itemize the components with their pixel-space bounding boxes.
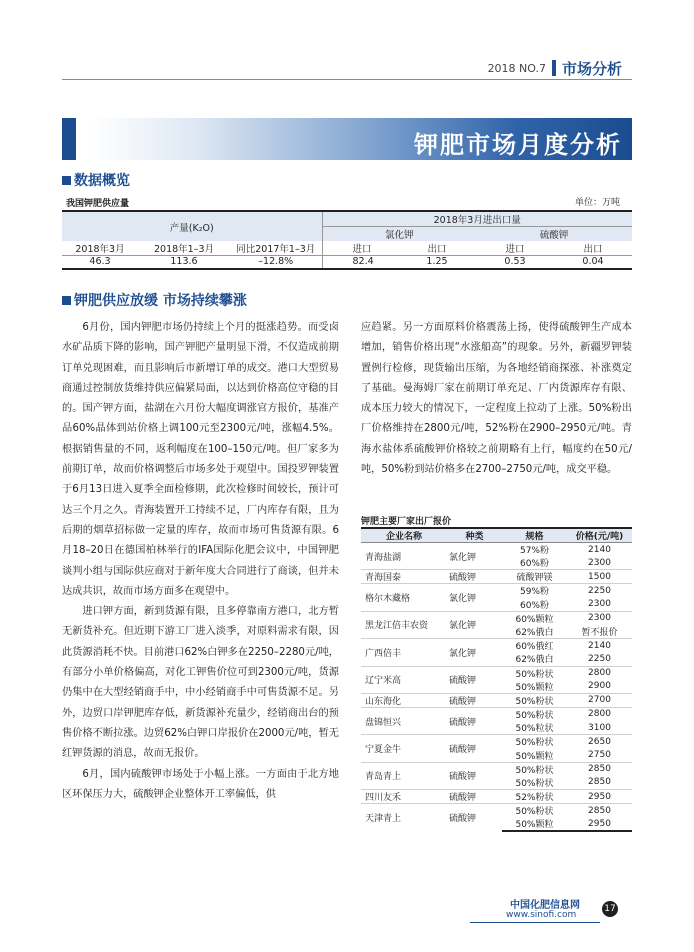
table-row — [361, 804, 632, 818]
price-cell: 2900 — [588, 681, 611, 692]
table-row — [361, 543, 632, 557]
column-header: 出口 — [554, 241, 632, 256]
price-cell: 2140 — [588, 544, 611, 555]
spec-cell: 50%粉状 — [502, 666, 567, 680]
spec-cell: 62%俄白 — [515, 655, 554, 666]
supply-table — [62, 210, 632, 270]
paragraph: 进口钾方面，新到货源有限，且多停靠南方港口，北方暂无新货补充。但近期下游工厂进入淡季，对原料需求有限，因此货源消耗不快。目前港口62%白钾多在2250–2280元/吨，有部分小单价格偏高，对化工钾售价位可到2300元/吨，货源仍集中在大型经销商手中，中小经销商手中可售货源不足。另外，边贸口岸钾肥库存低，新货源补充量少，经销商出台的预售价格不断拉涨。边贸62%白钾口岸报价在2000元/吨，暂无红钾货源的消息，故而无报价。 — [62, 606, 339, 760]
section-name: 市场分析 — [562, 60, 623, 78]
column-header: 同比2017年1–3月 — [230, 241, 322, 256]
type-cell: 氯化钾 — [447, 584, 502, 611]
price-table-body — [361, 543, 632, 832]
column-header: 2018年3月 — [62, 241, 138, 256]
supply-table-unit: 单位：万吨 — [574, 198, 620, 208]
spec-cell: 60%粉 — [519, 559, 549, 570]
spec-cell: 50%粉状 — [502, 762, 567, 776]
price-cell: 2800 — [567, 707, 632, 721]
overview-heading-text: 数据概览 — [74, 173, 130, 189]
issue-number: 2018 NO.7 — [487, 62, 546, 75]
type-cell: 氯化钾 — [447, 639, 502, 666]
price-cell: 2950 — [567, 790, 632, 804]
price-cell: 2250 — [588, 653, 611, 664]
article-heading-text: 钾肥供应放缓 市场持续攀涨 — [74, 293, 247, 309]
company-cell: 盘锦恒兴 — [361, 707, 447, 734]
company-cell: 黑龙江倍丰农资 — [361, 611, 447, 638]
company-cell: 辽宁米高 — [361, 666, 447, 693]
left-column — [62, 318, 339, 805]
price-cell: 3100 — [588, 722, 611, 733]
type-cell: 硫酸钾 — [447, 707, 502, 734]
paragraph: 应趋紧。另一方面原料价格震荡上扬，使得硫酸钾生产成本增加，销售价格出现“水涨船高”的现象。另外，新疆罗钾装置例行检修，现货输出压缩，为各地经销商探涨、补涨奠定了基础。曼海姆厂家在前期订单充足、厂内货源库存有限、成本压力较大的情况下，一定程度上拉动了上涨。50%粉出厂价格维持在2800元/吨，52%粉在2900–2950元/吨。青海水盐体系硫酸钾价格较之前期略有上行，幅度约在50元/吨，50%粉到站价格多在2700–2750元/吨，成交平稳。 — [361, 322, 632, 476]
price-cell: 暂不报价 — [581, 628, 618, 639]
price-cell: 2140 — [567, 639, 632, 653]
section-bar — [552, 60, 556, 76]
price-table — [361, 527, 632, 832]
table-row — [62, 211, 632, 227]
company-cell: 青海盐湖 — [365, 552, 402, 563]
price-cell: 2950 — [567, 817, 632, 831]
sop-header: 硫酸钾 — [476, 227, 632, 242]
company-cell: 四川友禾 — [361, 790, 447, 804]
table-row — [361, 611, 632, 625]
type-cell: 硫酸钾 — [447, 735, 502, 762]
spec-cell: 50%粉状 — [502, 735, 567, 749]
table-cell: –12.8% — [230, 256, 322, 269]
table-row — [361, 762, 632, 776]
table-cell: 46.3 — [62, 256, 138, 269]
table-row — [361, 693, 632, 707]
table-row — [62, 256, 632, 269]
spec-cell: 60%粉 — [519, 600, 549, 611]
price-cell: 2850 — [567, 804, 632, 818]
kcl-header: 氯化钾 — [322, 227, 476, 242]
price-cell: 2650 — [567, 735, 632, 749]
company-cell: 山东海化 — [361, 693, 447, 707]
header-rule — [62, 79, 632, 80]
spec-cell: 50%颗粒 — [515, 682, 554, 693]
column-header: 企业名称 — [361, 528, 447, 543]
table-cell: 82.4 — [322, 256, 398, 269]
right-column — [361, 318, 632, 480]
type-cell: 硫酸钾 — [447, 804, 502, 832]
page-title: 钾肥市场月度分析 — [414, 131, 622, 159]
table-cell: 1.25 — [398, 256, 476, 269]
table-cell: 0.53 — [476, 256, 554, 269]
company-cell: 宁夏金牛 — [361, 735, 447, 762]
production-header: 产量(K₂O) — [62, 211, 322, 241]
price-cell: 2300 — [588, 557, 611, 568]
overview-heading — [62, 170, 130, 190]
type-cell: 硫酸钾 — [447, 693, 502, 707]
table-row — [361, 570, 632, 584]
table-row — [361, 735, 632, 749]
table-header-row — [361, 528, 632, 543]
company-cell: 青岛青上 — [361, 762, 447, 789]
spec-cell: 50%粉状 — [502, 693, 567, 707]
company-cell: 格尔木藏格 — [361, 584, 447, 611]
type-cell: 氯化钾 — [447, 611, 502, 638]
spec-cell: 硫酸钾镁 — [502, 570, 567, 584]
paragraph: 6月份，国内钾肥市场仍持续上个月的挺涨趋势。而受卤水矿品质下降的影响，国产钾肥产量明显下滑，不仅造成前期订单兑现困难，而且影响后市新增订单的成交。港口大型贸易商通过控制放货维持供应偏紧局面，以达到价格高位守稳的目的。国产钾方面，盐湖在六月份大幅度调涨官方报价，基准产品60%晶体到站价格上调100元至2300元/吨，涨幅4.5%。根据销售量的不同，返利幅度在100–150元/吨。但厂家多为前期订单，故而价格调整后市场多处于观望中。国投罗钾装置于6月13日进入夏季全面检修期，此次检修时间较长，预计可达三个月之久。青海装置开工持续不足，厂内库存有限，且为后期的烟草招标做一定量的库存，故而市场可售货源有限。6月18–20日在德国柏林举行的IFA国际化肥会议中，中国钾肥谈判小组与国际供应商对于新年度大合同进行了商谈，但并未达成共识，故而市场方面多在观望中。 — [62, 322, 339, 597]
square-bullet-icon — [62, 296, 71, 305]
spec-cell: 50%粉状 — [515, 778, 554, 789]
type-cell: 硫酸钾 — [447, 570, 502, 584]
price-table-title: 钾肥主要厂家出厂报价 — [361, 517, 452, 527]
type-cell: 硫酸钾 — [447, 790, 502, 804]
price-cell: 2850 — [588, 777, 611, 788]
column-header: 进口 — [322, 241, 398, 256]
article-heading — [62, 290, 247, 310]
company-cell: 青海国泰 — [361, 570, 447, 584]
square-bullet-icon — [62, 176, 71, 185]
price-cell: 2850 — [567, 762, 632, 776]
supply-table-title: 我国钾肥供应量 — [66, 199, 130, 209]
table-row — [361, 584, 632, 598]
spec-cell: 50%颗粒 — [515, 751, 554, 762]
table-cell: 0.04 — [554, 256, 632, 269]
table-cell: 113.6 — [138, 256, 230, 269]
table-row — [361, 790, 632, 804]
spec-cell: 50%粒状 — [515, 724, 554, 735]
spec-cell: 57%粉 — [519, 546, 549, 557]
page-number: 17 — [602, 901, 618, 917]
spec-cell: 62%俄白 — [515, 628, 554, 639]
type-cell: 硫酸钾 — [447, 666, 502, 693]
column-header: 进口 — [476, 241, 554, 256]
type-cell: 硫酸钾 — [447, 762, 502, 789]
spec-cell: 50%粉状 — [502, 804, 567, 818]
column-header: 规格 — [502, 528, 567, 543]
company-cell: 天津青上 — [361, 804, 447, 832]
spec-cell: 60%颗粒 — [502, 611, 567, 625]
price-cell: 2700 — [567, 693, 632, 707]
price-cell: 2750 — [588, 750, 611, 761]
price-cell: 2300 — [588, 599, 611, 610]
paragraph: 6月，国内硫酸钾市场处于小幅上涨。一方面由于北方地区环保压力大，硫酸钾企业整体开工率偏低，供 — [62, 768, 339, 800]
footer-url: www.sinofi.com — [506, 910, 577, 920]
footer-site-name: 中国化肥信息网 — [510, 900, 580, 911]
column-header: 2018年1–3月 — [138, 241, 230, 256]
spec-cell: 50%颗粒 — [502, 817, 567, 831]
table-row — [62, 241, 632, 256]
spec-cell: 60%俄红 — [502, 639, 567, 653]
price-cell: 1500 — [567, 570, 632, 584]
column-header: 种类 — [447, 528, 502, 543]
price-cell: 2250 — [567, 584, 632, 598]
table-row — [361, 639, 632, 653]
trade-header: 2018年3月进出口量 — [322, 211, 632, 227]
spec-cell: 59%粉 — [502, 584, 567, 598]
spec-cell: 52%粉状 — [502, 790, 567, 804]
table-row — [361, 707, 632, 721]
company-cell: 广西倍丰 — [361, 639, 447, 666]
type-cell: 氯化钾 — [449, 552, 477, 563]
spec-cell: 50%粉状 — [502, 707, 567, 721]
price-cell: 2800 — [567, 666, 632, 680]
column-header: 价格(元/吨) — [567, 528, 632, 543]
column-header: 出口 — [398, 241, 476, 256]
footer-rule — [470, 922, 600, 923]
banner-accent — [62, 118, 76, 160]
table-row — [361, 666, 632, 680]
price-cell: 2300 — [567, 611, 632, 625]
